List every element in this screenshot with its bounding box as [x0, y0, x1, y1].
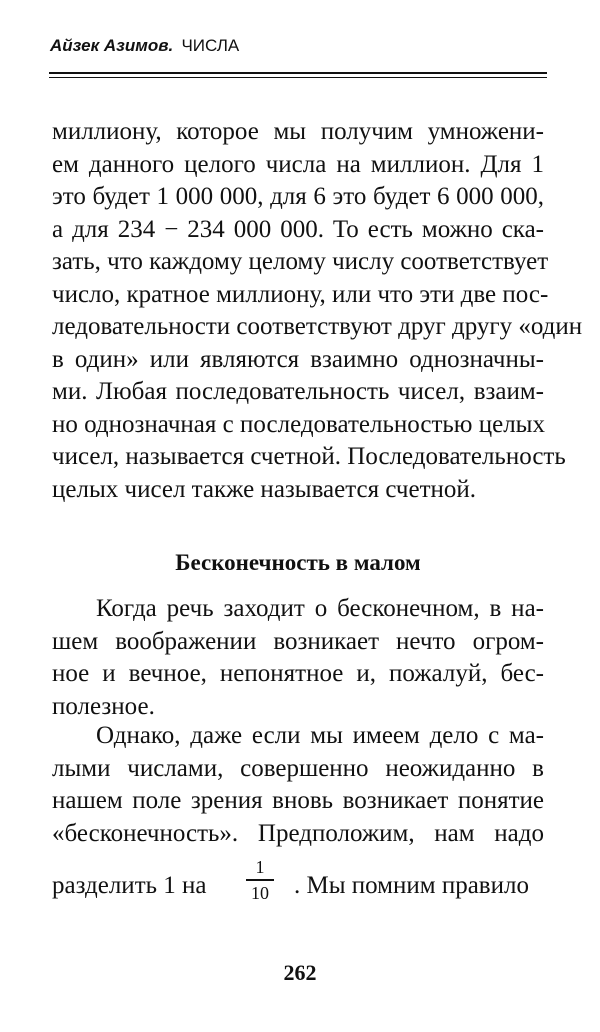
- text-line: полезное.: [52, 692, 155, 720]
- text-line: ледовательности соответствуют друг другу «один: [52, 313, 583, 340]
- running-head: [50, 36, 239, 56]
- text-line: ное и вечное, непонятное и, пожалуй, бес-: [52, 660, 544, 687]
- fraction-numerator: 1: [255, 857, 265, 877]
- text-line: это будет 1 000 000, для 6 это будет 6 000 000,: [52, 183, 544, 210]
- header-rule-thick: [49, 72, 547, 74]
- text-line: Когда речь заходит о бесконечном, в на-: [96, 595, 544, 622]
- fraction-text-line: [52, 857, 544, 910]
- text-line: Однако, даже если мы имеем дело с ма-: [96, 722, 544, 749]
- header-rule-thin: [49, 77, 547, 78]
- text-line: миллиону, которое мы получим умножени-: [52, 118, 544, 145]
- text-before-fraction: разделить 1 на: [52, 872, 207, 899]
- text-line: число, кратное миллиону, или что эти две пос-: [52, 280, 549, 308]
- paragraph-3: [52, 720, 544, 850]
- section-heading: Бесконечность в малом: [175, 550, 421, 575]
- fraction-denominator: 10: [251, 882, 269, 903]
- text-line: ем данного целого числа на миллион. Для 1: [52, 150, 544, 178]
- fraction: [242, 856, 278, 904]
- text-line: зать, что каждому целому числу соответствует: [52, 248, 549, 275]
- running-head-author: Айзек Азимов.: [50, 36, 174, 55]
- paragraph-2: [52, 593, 544, 723]
- running-head-book-title: ЧИСЛА: [181, 36, 240, 55]
- text-line: лыми числами, совершенно неожиданно в: [52, 754, 544, 782]
- page-number: 262: [283, 960, 317, 985]
- text-after-fraction: . Мы помним правило: [294, 872, 529, 899]
- text-line: в один» или являются взаимно однозначны-: [52, 345, 544, 373]
- text-line: но однозначная с последовательностью целых: [52, 410, 545, 438]
- text-line: «бесконечность». Предположим, нам надо: [52, 819, 544, 847]
- text-line: ми. Любая последовательность чисел, взаим-: [52, 378, 544, 405]
- fraction-bar: [246, 879, 274, 881]
- text-line: чисел, называется счетной. Последовательность: [52, 443, 566, 470]
- text-line: а для 234 − 234 000 000. То есть можно ска-: [52, 215, 544, 243]
- text-line: нашем поле зрения вновь возникает понятие: [52, 787, 544, 814]
- text-line: целых чисел также называется счетной.: [52, 475, 477, 503]
- paragraph-1: [52, 116, 583, 506]
- text-line: шем воображении возникает нечто огром-: [52, 627, 544, 655]
